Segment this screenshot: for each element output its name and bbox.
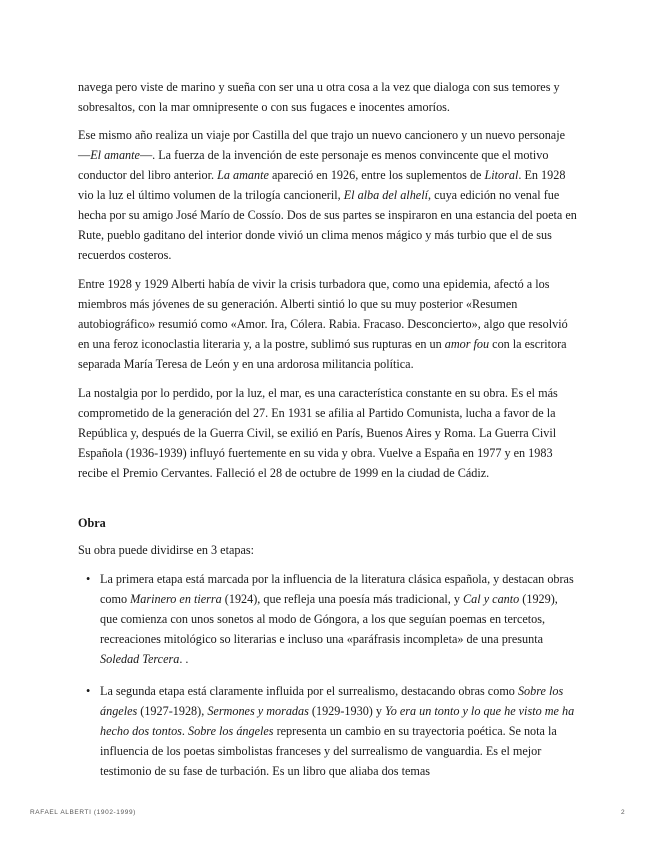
paragraph-continuation: navega pero viste de marino y sueña con ser una u otra cosa a la vez que dialoga con sus temores y sobresaltos, con la mar omnipresente o con sus fugaces e inocentes amoríos. — [78, 80, 560, 114]
text-run: (1929), que comienza con unos sonetos al modo de Góngora, a los que seguían poemas en tercetos, recreaciones mitológico so literarias e incluso una «paráfrasis incompleta» de una presunta — [100, 592, 558, 646]
text-run: La primera etapa está marcada por la influencia de la literatura clásica española, y destacan obras como — [100, 572, 574, 606]
italic-title: Cal y canto — [463, 592, 520, 606]
text-run: Entre 1928 y 1929 Alberti había de vivir la crisis turbadora que, como una epidemia, afectó a los miembros más jóvenes de su generación. Alberti sintió lo que su muy posterior «Resumen autobiográfico» resumió como «Amor. Ira, Cólera. Rabia. Fracaso. Desconcierto», algo que resolvió en una feroz iconoclastia literaria y, a la postre, sublimó sus rupturas en un — [78, 277, 568, 351]
italic-title: La amante — [217, 168, 269, 182]
text-run: representa un cambio en su trayectoria poética. Se nota la influencia de los poetas simbolistas franceses y del surrealismo de vanguardia. Es el mejor testimonio de su fase de turbación. Es un libro que aliaba dos temas — [100, 724, 557, 778]
paragraph-intro: Su obra puede dividirse en 3 etapas: — [78, 543, 254, 557]
text-run: Ese mismo año realiza un viaje por Castilla del que trajo un nuevo cancionero y un nuevo personaje — — [78, 128, 566, 162]
list-item — [86, 681, 578, 781]
bullet-icon: • — [86, 572, 91, 586]
list-item — [86, 569, 578, 669]
text-run: La segunda etapa está claramente influida por el surrealismo, destacando obras como — [100, 684, 518, 698]
text-run: , cuya edición no venal fue hecha por su amigo José Marío de Cossío. Dos de sus partes se inspiraron en una estancia del poeta en Rute, pueblo gaditano del interior donde vivió un clima menos mágico y más turbio que el de sus recuerdos costeros. — [78, 188, 577, 262]
text-run: (1929-1930) y — [308, 704, 386, 718]
italic-title: Marinero en tierra — [130, 592, 222, 606]
italic-title: Soledad Tercera — [100, 652, 180, 666]
italic-title: Sermones y moradas — [207, 704, 309, 718]
text-run: —. La fuerza de la invención de este personaje es menos convincente que el motivo conductor del libro anterior. — [78, 148, 549, 182]
italic-title: El amante — [90, 148, 140, 162]
italic-title: Sobre los ángeles — [100, 684, 564, 718]
section-heading-obra: Obra — [78, 516, 106, 530]
paragraph-crisis — [78, 274, 578, 374]
paragraph-nostalgia: La nostalgia por lo perdido, por la luz, el mar, es una característica constante en su obra. Es el más comprometido de la generación del 27. En 1931 se afilia al Partido Comunista, lucha a favor de la República y, después de la Guerra Civil, se exilió en París, Buenos Aires y Roma. La Guerra Civil Española (1936-1939) influyó fuertemente en su vida y obra. Vuelve a España en 1977 y en 1983 recibe el Premio Cervantes. Falleció el 28 de octubre de 1999 en la ciudad de Cádiz. — [78, 386, 558, 480]
italic-title: Litoral — [484, 168, 519, 182]
text-run: (1924), que refleja una poesía más tradicional, y — [221, 592, 464, 606]
italic-title: Yo era un tonto y lo que he visto me ha hecho dos tontos — [100, 704, 575, 738]
text-run: . — [181, 724, 189, 738]
paragraph-el-amante — [78, 125, 578, 265]
text-run: . En 1928 vio la luz el último volumen de la trilogía cancioneril, — [78, 168, 566, 202]
text-run: . . — [179, 652, 189, 666]
page-number: 2 — [621, 809, 625, 816]
italic-term: amor fou — [444, 337, 490, 351]
italic-title: El alba del alhelí — [343, 188, 428, 202]
italic-title: Sobre los ángeles — [188, 724, 274, 738]
text-run: apareció en 1926, entre los suplementos de — [268, 168, 485, 182]
bullet-icon: • — [86, 684, 91, 698]
footer-title: RAFAEL ALBERTI (1902-1999) — [30, 809, 136, 816]
stages-list — [78, 569, 578, 781]
text-run: (1927-1928), — [137, 704, 208, 718]
page-body — [78, 77, 578, 793]
text-run: con la escritora separada María Teresa de León y en una ardorosa militancia política. — [78, 337, 567, 371]
